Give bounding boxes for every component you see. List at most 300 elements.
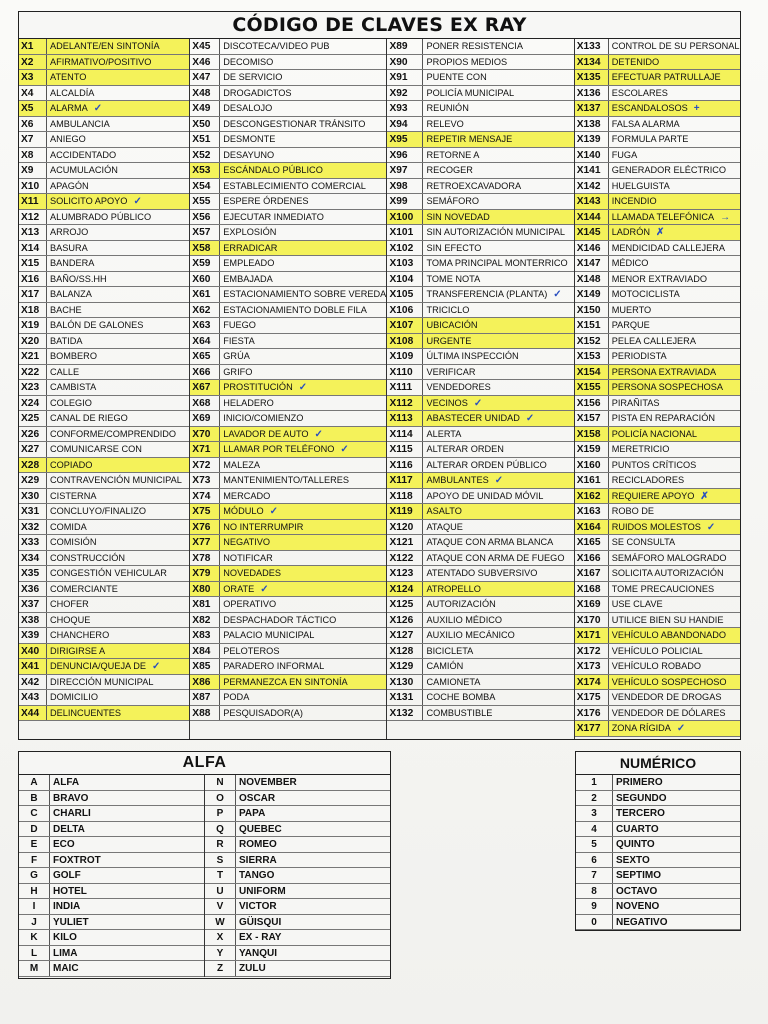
code-description — [609, 70, 740, 85]
code-description — [220, 55, 386, 70]
code-row — [575, 334, 740, 350]
code-value: X128 — [387, 644, 423, 659]
code-row — [575, 86, 740, 102]
code-row — [190, 101, 386, 117]
code-row — [19, 210, 189, 226]
code-row — [575, 628, 740, 644]
code-description-text: FUEGO — [223, 320, 256, 330]
code-value: X160 — [575, 458, 609, 473]
code-value: X161 — [575, 473, 609, 488]
code-row — [575, 489, 740, 505]
code-description — [609, 132, 740, 147]
code-description-text: NOTIFICAR — [223, 552, 273, 563]
code-row — [387, 551, 573, 567]
code-row — [190, 551, 386, 567]
code-value: X135 — [575, 70, 609, 85]
code-row — [575, 70, 740, 86]
code-description — [423, 334, 573, 349]
code-row — [387, 613, 573, 629]
code-description — [47, 504, 189, 519]
code-row — [575, 349, 740, 365]
code-value: X16 — [19, 272, 47, 287]
code-value: X165 — [575, 535, 609, 550]
code-description — [47, 210, 189, 225]
code-value: X137 — [575, 101, 609, 116]
code-description-text: TRANSFERENCIA (PLANTA) — [426, 289, 548, 299]
code-description — [609, 489, 740, 504]
code-value: X148 — [575, 272, 609, 287]
code-description-text: MÉDICO — [611, 258, 649, 268]
alfa-letter: Q — [205, 822, 236, 837]
code-description — [423, 396, 573, 411]
code-description-text: CAMBISTA — [50, 382, 97, 392]
code-value: X82 — [190, 613, 220, 628]
code-row — [190, 86, 386, 102]
code-value: X7 — [19, 132, 47, 147]
numerico-title: NUMÉRICO — [576, 752, 740, 775]
code-description — [423, 520, 573, 535]
code-description-text: BALÓN DE GALONES — [50, 320, 144, 330]
alfa-letter: I — [19, 899, 50, 914]
code-value: X60 — [190, 272, 220, 287]
code-value: X153 — [575, 349, 609, 364]
code-row — [19, 303, 189, 319]
code-description-text: CONFORME/COMPRENDIDO — [50, 428, 177, 439]
alfa-word: INDIA — [53, 901, 81, 912]
code-row — [190, 70, 386, 86]
handwritten-mark-icon: ✓ — [676, 723, 686, 734]
code-description — [609, 411, 740, 426]
numerico-word: SEXTO — [616, 854, 650, 866]
alfa-row — [19, 961, 204, 977]
code-description-text: INCENDIO — [611, 196, 657, 206]
code-value: X132 — [387, 706, 423, 721]
code-description — [423, 690, 573, 705]
code-value: X2 — [19, 55, 47, 70]
code-value: X97 — [387, 163, 423, 178]
code-value: X53 — [190, 163, 220, 178]
alfa-word: YANQUI — [239, 947, 277, 959]
code-value: X67 — [190, 380, 220, 395]
code-description-text: NOVEDADES — [223, 568, 281, 578]
code-description — [220, 458, 386, 473]
code-row — [387, 442, 573, 458]
code-description-text: CANAL DE RIEGO — [50, 413, 128, 423]
code-description-text: DROGADICTOS — [223, 87, 292, 98]
code-description-text: ATENTADO SUBVERSIVO — [426, 568, 538, 578]
code-value: X43 — [19, 690, 47, 705]
code-description — [47, 473, 189, 488]
code-description-text: RELEVO — [426, 118, 464, 129]
code-row — [387, 349, 573, 365]
code-value: X105 — [387, 287, 423, 302]
code-value: X48 — [190, 86, 220, 101]
code-value: X81 — [190, 597, 220, 612]
code-row — [19, 318, 189, 334]
code-description-text: GENERADOR ELÉCTRICO — [611, 165, 727, 175]
code-description-text: URGENTE — [426, 335, 472, 346]
alfa-word: NOVEMBER — [239, 777, 297, 788]
code-row — [387, 396, 573, 412]
code-description-text: HUELGUISTA — [611, 180, 670, 191]
code-row — [19, 380, 189, 396]
alfa-word: DELTA — [53, 823, 85, 835]
code-value: X68 — [190, 396, 220, 411]
code-description-text: ATENTO — [50, 72, 87, 82]
code-description — [47, 489, 189, 504]
code-description-text: POLICÍA NACIONAL — [611, 428, 697, 439]
code-value: X90 — [387, 55, 423, 70]
handwritten-mark-icon: ✓ — [553, 289, 562, 300]
code-description-text: DESMONTE — [223, 134, 276, 144]
code-description — [47, 241, 189, 256]
code-description-text: RECOGER — [426, 165, 473, 175]
code-value: X87 — [190, 690, 220, 705]
code-description — [47, 380, 189, 395]
code-description-text: SEMÁFORO — [426, 196, 480, 206]
code-description — [609, 101, 740, 116]
code-description-text: PROSTITUCIÓN — [223, 382, 293, 392]
code-value: X123 — [387, 566, 423, 581]
code-description — [220, 690, 386, 705]
code-description-text: PISTA EN REPARACIÓN — [611, 413, 715, 423]
code-description — [423, 613, 573, 628]
code-description-text: RECICLADORES — [611, 475, 685, 485]
code-description — [47, 349, 189, 364]
code-description-text: PARADERO INFORMAL — [223, 661, 325, 671]
alfa-word: FOXTROT — [53, 854, 101, 866]
handwritten-mark-icon: ✓ — [269, 506, 278, 517]
code-description-text: CISTERNA — [50, 490, 97, 501]
code-description — [609, 349, 740, 364]
alfa-row — [19, 915, 204, 931]
alfa-letter: G — [19, 868, 50, 883]
code-value: X57 — [190, 225, 220, 240]
code-description — [423, 427, 573, 442]
code-row — [575, 458, 740, 474]
code-description — [47, 86, 189, 101]
code-description — [609, 706, 740, 721]
code-description — [220, 613, 386, 628]
code-description — [47, 582, 189, 597]
alfa-word: GÜISQUI — [239, 916, 282, 928]
code-description-text: PUENTE CON — [426, 72, 487, 82]
code-description-text: SEMÁFORO MALOGRADO — [611, 552, 727, 563]
code-description-text: PARQUE — [611, 320, 650, 330]
code-value: X62 — [190, 303, 220, 318]
code-value: X118 — [387, 489, 423, 504]
code-description — [423, 318, 573, 333]
code-row — [19, 287, 189, 303]
code-description-text: MENOR EXTRAVIADO — [611, 273, 707, 284]
code-value: X138 — [575, 117, 609, 132]
code-description — [423, 349, 573, 364]
code-value: X30 — [19, 489, 47, 504]
code-value: X109 — [387, 349, 423, 364]
alfa-word: EX - RAY — [239, 932, 282, 943]
code-row — [575, 442, 740, 458]
code-row — [387, 334, 573, 350]
code-description-text: CONTROL DE SU PERSONAL — [611, 41, 740, 51]
code-row — [19, 442, 189, 458]
alfa-letter: R — [205, 837, 236, 852]
code-description-text: USE CLAVE — [611, 599, 663, 609]
alfa-row — [19, 930, 204, 946]
code-value: X69 — [190, 411, 220, 426]
code-row — [387, 272, 573, 288]
code-description-text: PESQUISADOR(A) — [223, 707, 303, 718]
code-value: X15 — [19, 256, 47, 271]
code-row — [387, 458, 573, 474]
code-description-text: TOMA PRINCIPAL MONTERRICO — [426, 258, 568, 268]
numerico-word: TERCERO — [616, 808, 665, 819]
code-description — [609, 148, 740, 163]
code-description-text: COMISIÓN — [50, 537, 97, 547]
code-row — [575, 256, 740, 272]
alfa-row — [205, 775, 390, 791]
handwritten-mark-icon: ✓ — [340, 444, 349, 455]
code-row — [19, 535, 189, 551]
code-row — [19, 179, 189, 195]
code-description-text: COMUNICARSE CON — [50, 444, 142, 454]
code-description — [609, 163, 740, 178]
alfa-letter: U — [205, 884, 236, 899]
code-row — [387, 489, 573, 505]
code-description — [47, 132, 189, 147]
code-value: X71 — [190, 442, 220, 457]
code-row — [190, 473, 386, 489]
handwritten-mark-icon: ✓ — [525, 413, 535, 424]
code-description — [47, 55, 189, 70]
code-description — [47, 365, 189, 380]
code-description-text: ACUMULACIÓN — [50, 165, 118, 175]
code-row — [19, 334, 189, 350]
code-description — [609, 318, 740, 333]
code-value: X21 — [19, 349, 47, 364]
code-value: X113 — [387, 411, 423, 426]
code-value: X157 — [575, 411, 609, 426]
code-value: X49 — [190, 101, 220, 116]
code-value: X19 — [19, 318, 47, 333]
code-row — [575, 396, 740, 412]
code-description — [609, 628, 740, 643]
code-description-text: PERMANEZCA EN SINTONÍA — [223, 676, 348, 687]
code-row — [190, 365, 386, 381]
code-description — [47, 287, 189, 302]
code-row — [190, 582, 386, 598]
code-description — [423, 303, 573, 318]
code-value: X84 — [190, 644, 220, 659]
code-description — [220, 597, 386, 612]
code-value: X112 — [387, 396, 423, 411]
code-description — [220, 365, 386, 380]
code-description-text: AMBULANTES — [426, 475, 489, 485]
numerico-digit: 3 — [576, 806, 613, 821]
code-row — [387, 101, 573, 117]
code-description-text: FORMULA PARTE — [611, 134, 689, 144]
code-description — [609, 473, 740, 488]
code-row — [387, 303, 573, 319]
code-description-text: ESCOLARES — [611, 87, 668, 98]
code-value: X130 — [387, 675, 423, 690]
code-description-text: COMBUSTIBLE — [426, 707, 493, 718]
code-value: X32 — [19, 520, 47, 535]
code-description — [609, 303, 740, 318]
code-row — [19, 55, 189, 71]
code-description — [423, 86, 573, 101]
alfa-word: HOTEL — [53, 885, 87, 897]
code-value: X76 — [190, 520, 220, 535]
codes-table — [18, 38, 741, 740]
code-description — [47, 396, 189, 411]
code-description-text: PONER RESISTENCIA — [426, 41, 523, 51]
code-description — [47, 179, 189, 194]
code-description-text: SE CONSULTA — [611, 537, 676, 547]
alfa-word: ZULU — [239, 963, 266, 974]
code-description — [220, 427, 386, 442]
code-description — [609, 380, 740, 395]
code-value: X54 — [190, 179, 220, 194]
handwritten-mark-icon: ✓ — [260, 583, 269, 595]
code-value: X45 — [190, 39, 220, 54]
code-row — [19, 427, 189, 443]
handwritten-mark-icon: ✓ — [706, 521, 716, 533]
numerico-row — [576, 868, 740, 884]
code-value: X91 — [387, 70, 423, 85]
code-description — [220, 473, 386, 488]
numerico-digit: 4 — [576, 822, 613, 837]
alfa-row — [205, 884, 390, 900]
code-description-text: DESALOJO — [223, 103, 273, 113]
code-description-text: CONCLUYO/FINALIZO — [50, 506, 146, 516]
code-description-text: BAÑO/SS.HH — [50, 273, 107, 284]
code-description — [423, 256, 573, 271]
code-value: X151 — [575, 318, 609, 333]
code-description — [609, 210, 740, 225]
code-value: X70 — [190, 427, 220, 442]
code-description — [423, 628, 573, 643]
code-description-text: MALEZA — [223, 459, 261, 470]
code-description-text: AUTORIZACIÓN — [426, 599, 496, 609]
code-row — [575, 55, 740, 71]
code-value: X74 — [190, 489, 220, 504]
code-value: X170 — [575, 613, 609, 628]
code-description — [423, 39, 573, 54]
alfa-row — [205, 946, 390, 962]
alfa-letter: H — [19, 884, 50, 899]
code-value: X96 — [387, 148, 423, 163]
code-row — [575, 241, 740, 257]
numerico-word: NOVENO — [616, 901, 660, 912]
code-value: X176 — [575, 706, 609, 721]
code-description-text: GRIFO — [223, 366, 253, 377]
code-row — [387, 597, 573, 613]
code-description — [423, 225, 573, 240]
code-description — [423, 194, 573, 209]
numerico-word: SEPTIMO — [616, 870, 662, 881]
code-description-text: ARROJO — [50, 227, 89, 237]
code-row — [387, 365, 573, 381]
alfa-letter: M — [19, 961, 50, 976]
code-description-text: TOME PRECAUCIONES — [611, 583, 715, 594]
code-description-text: MUERTO — [611, 304, 652, 315]
alfa-word: ALFA — [53, 777, 80, 788]
code-value: X39 — [19, 628, 47, 643]
code-row — [387, 241, 573, 257]
code-description-text: DETENIDO — [611, 56, 660, 67]
code-description — [423, 148, 573, 163]
code-value: X136 — [575, 86, 609, 101]
code-description-text: ALCALDÍA — [50, 87, 95, 98]
code-description-text: PUNTOS CRÍTICOS — [611, 459, 697, 470]
code-description — [220, 272, 386, 287]
code-description — [423, 241, 573, 256]
numerico-digit: 9 — [576, 899, 613, 914]
code-row — [387, 380, 573, 396]
alfa-row — [19, 853, 204, 869]
alfa-row — [205, 822, 390, 838]
alfa-letter: O — [205, 791, 236, 806]
code-description — [220, 349, 386, 364]
code-description — [47, 411, 189, 426]
code-description-text: AFIRMATIVO/POSITIVO — [50, 56, 152, 67]
code-row — [19, 473, 189, 489]
code-description — [423, 365, 573, 380]
code-value: X152 — [575, 334, 609, 349]
code-row — [575, 225, 740, 241]
code-row — [190, 504, 386, 520]
code-row — [190, 287, 386, 303]
code-description-text: RETROEXCAVADORA — [426, 180, 522, 191]
code-description — [47, 551, 189, 566]
code-description — [423, 179, 573, 194]
code-description — [423, 706, 573, 721]
code-description-text: SIN EFECTO — [426, 242, 482, 253]
alfa-row — [205, 915, 390, 931]
code-description — [220, 442, 386, 457]
code-row — [575, 287, 740, 303]
code-row — [19, 132, 189, 148]
code-description-text: ANIEGO — [50, 134, 86, 144]
code-description-text: BATIDA — [50, 335, 83, 346]
alfa-word: SIERRA — [239, 854, 277, 866]
code-value: X159 — [575, 442, 609, 457]
alfa-word: TANGO — [239, 870, 275, 881]
code-row — [19, 163, 189, 179]
code-row — [19, 597, 189, 613]
code-row — [19, 504, 189, 520]
code-description — [609, 520, 740, 535]
code-value: X102 — [387, 241, 423, 256]
numerico-row — [576, 915, 740, 931]
code-description-text: DESAYUNO — [223, 149, 275, 160]
code-description-text: VECINOS — [426, 397, 468, 408]
code-row — [575, 535, 740, 551]
code-description-text: UTILICE BIEN SU HANDIE — [611, 614, 724, 625]
numerico-row — [576, 822, 740, 838]
alfa-letter: X — [205, 930, 236, 945]
code-description-text: ZONA RÍGIDA — [611, 723, 671, 733]
alfa-letter: A — [19, 775, 50, 790]
code-row — [387, 427, 573, 443]
code-description — [609, 287, 740, 302]
code-row — [387, 287, 573, 303]
numerico-row — [576, 791, 740, 807]
code-row — [190, 349, 386, 365]
code-value: X134 — [575, 55, 609, 70]
code-row — [190, 210, 386, 226]
numerico-word: SEGUNDO — [616, 792, 667, 804]
